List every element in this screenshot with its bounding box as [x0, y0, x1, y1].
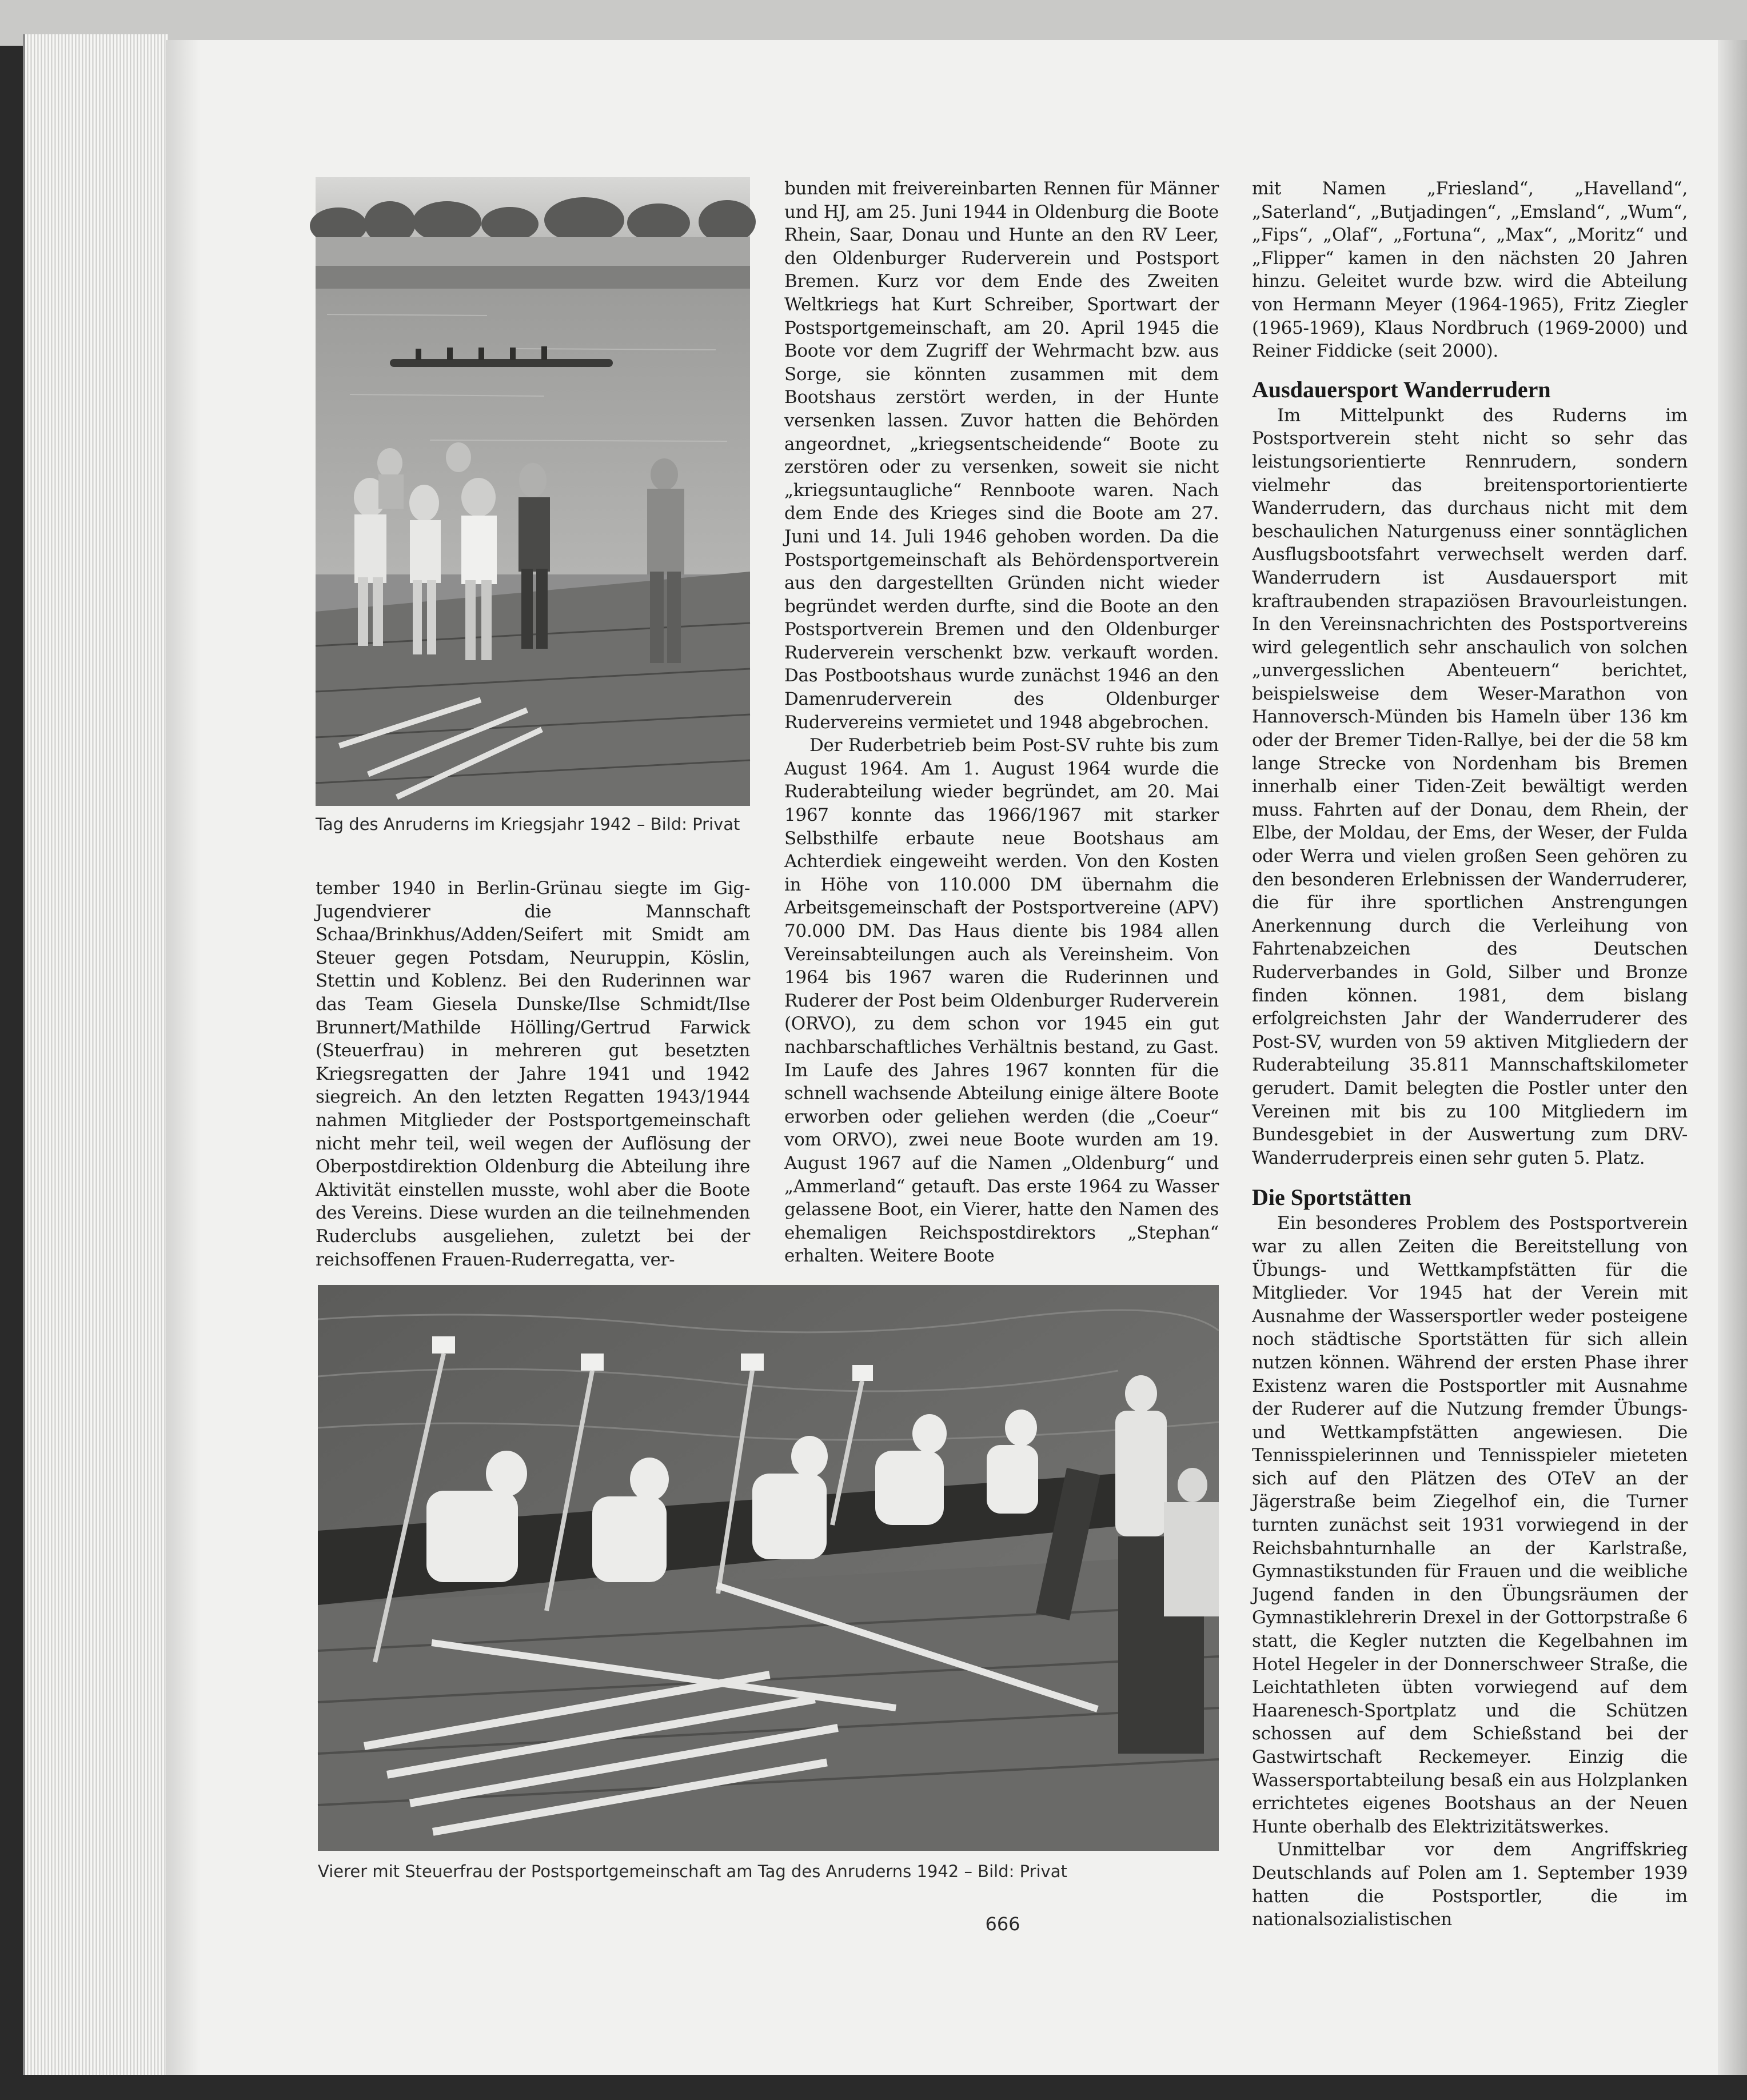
column-2-paragraph-2: Der Ruderbetrieb beim Post-SV ruhte bis zum August 1964. Am 1. August 1964 wurde die Ruderabteilung wieder begründet, am 20. Mai 1967 konnte das 1966/1967 mit starker Selbsthilfe erbaute neue Bootshaus am Achterdiek eingeweiht werden. Von den Kosten in Höhe von 110.000 DM übernahm die Arbeitsgemeinschaft der Postsportvereine (APV) 70.000 DM. Das Haus diente bis 1984 allen Vereinsabteilungen auch als Vereinsheim. Von 1964 bis 1967 waren die Ruderinnen und Ruderer der Post beim Oldenburger Ruderverein (ORVO), zu dem schon vor 1945 ein gut nachbarschaftliches Verhältnis bestand, zu Gast. Im Laufe des Jahres 1967 konnten für die schnell wachsende Abteilung einige ältere Boote erworben oder geliehen werden (die „Coeur“ vom ORVO), zwei neue Boote wurden am 19. August 1967 auf die Namen „Oldenburg“ und „Ammerland“ getauft. Das erste 1964 zu Wasser gelassene Boot, ein Vierer, hatte den Namen des ehemaligen Reichspostdirektors „Stephan“ erhalten. Weitere Boote	[784, 735, 1219, 1267]
column-2-text	[784, 177, 1219, 1267]
scan-background	[0, 0, 1747, 46]
photo-2-image	[318, 1285, 1219, 1851]
scan-bottom	[0, 2075, 1747, 2100]
photo-rowing-day-1942	[316, 177, 750, 806]
column-1-paragraph-1: tember 1940 in Berlin-Grünau siegte im Gig-Jugendvierer die Mannschaft Schaa/Brinkhus/Adden/Seifert mit Smidt am Steuer gegen Potsdam, Neuruppin, Köslin, Stettin und Koblenz. Bei den Ruderinnen war das Team Giesela Dunske/Ilse Schmidt/Ilse Brunnert/Mathilde Hölling/Gertrud Farwick (Steuerfrau) in mehreren gut besetzten Kriegsregatten der Jahre 1941 und 1942 siegreich. An den letzten Regatten 1943/1944 nahmen Mitglieder der Postsportgemeinschaft nicht mehr teil, weil wegen der Auflösung der Oberpostdirektion Oldenburg die Abteilung ihre Aktivität einstellen musste, wohl aber die Boote des Vereins. Diese wurden an die teilnehmenden Ruderclubs ausgeliehen, zuletzt bei der reichsoffenen Frauen-Ruderregatta, ver-	[316, 878, 750, 1270]
gutter-shadow	[166, 40, 200, 2075]
photo-vierer-1942	[318, 1285, 1219, 1851]
heading-wanderrudern: Ausdauersport Wanderrudern	[1252, 376, 1551, 402]
page-number: 666	[985, 1913, 1020, 1935]
photo-2-caption: Vierer mit Steuerfrau der Postsportgemeinschaft am Tag des Anruderns 1942 – Bild: Privat	[318, 1862, 1067, 1881]
photo-1-caption: Tag des Anruderns im Kriegsjahr 1942 – Bild: Privat	[316, 815, 740, 834]
book-page-edges	[23, 34, 168, 2075]
column-1-text	[316, 877, 750, 1270]
column-3-paragraph-1: mit Namen „Friesland“, „Havelland“, „Saterland“, „Butjadingen“, „Emsland“, „Wum“, „Fips“, „Olaf“, „Fortuna“, „Max“, „Moritz“ und „Flipper“ kamen in den nächsten 20 Jahren hinzu. Geleitet wurde bzw. wird die Abteilung von Hermann Meyer (1964-1965), Fritz Ziegler (1965-1969), Klaus Nordbruch (1969-2000) und Reiner Fiddicke (seit 2000).	[1252, 178, 1688, 362]
column-2-paragraph-1: bunden mit freivereinbarten Rennen für Männer und HJ, am 25. Juni 1944 in Oldenburg die Boote Rhein, Saar, Donau und Hunte an den RV Leer, den Oldenburger Ruderverein und Postsport Bremen. Kurz vor dem Ende des Zweiten Weltkriegs hat Kurt Schreiber, Sportwart der Postsportgemeinschaft, am 20. April 1945 die Boote vor dem Zugriff der Wehrmacht bzw. aus Sorge, sie könnten zusammen mit dem Bootshaus zerstört werden, in der Hunte versenken lassen. Zuvor hatten die Behörden angeordnet, „kriegsentscheidende“ Boote zu zerstören oder zu versenken, soweit sie nicht „kriegsuntaugliche“ Rennboote waren. Nach dem Ende des Krieges sind die Boote am 27. Juni und 14. Juli 1946 gehoben worden. Da die Postsportgemeinschaft als Behördensportverein aus den dargestellten Gründen nicht wieder begründet werden durfte, sind die Boote an den Postsportverein Bremen und den Oldenburger Ruderverein verschenkt bzw. verkauft worden. Das Postbootshaus wurde zunächst 1946 an den Damenruderverein des Oldenburger Rudervereins vermietet und 1948 abgebrochen.	[784, 178, 1219, 733]
column-3-text	[1252, 177, 1688, 1930]
heading-sportstaetten: Die Sportstätten	[1252, 1184, 1411, 1211]
column-3-paragraph-3: Ein besonderes Problem des Postsportverein war zu allen Zeiten die Bereitstellung von Übungs- und Wettkampfstätten für die Mitglieder. Vor 1945 hat der Verein mit Ausnahme der Wassersportler weder posteigene noch städtische Sportstätten für sich allein nutzen können. Während der ersten Phase ihrer Existenz waren die Postsportler mit Ausnahme der Ruderer auf die Nutzung fremder Übungs- und Wettkampfstätten angewiesen. Die Tennisspielerinnen und Tennisspieler mieteten sich auf den Plätzen des OTeV an der Jägerstraße beim Ziegelhof ein, die Turner turnten zunächst seit 1931 vorwiegend in der Reichsbahnturnhalle an der Karlstraße, Gymnastikstunden für Frauen und die weibliche Jugend fanden in den Übungsräumen der Gymnastiklehrerin Drexel in der Gottorpstraße 6 statt, die Kegler nutzten die Kegelbahnen im Hotel Hegeler in der Donnerschweer Straße, die Leichtathleten übten vorwiegend auf dem Haarenesch-Sportplatz und die Schützen schossen auf dem Schießstand bei der Gastwirtschaft Reckemeyer. Einzig die Wassersportabteilung besaß ein aus Holzplanken errichtetes eigenes Bootshaus an der Neuen Hunte oberhalb des Elektrizitätswerkes.	[1252, 1213, 1688, 1837]
photo-1-image	[316, 177, 750, 806]
page-right-edge	[1718, 40, 1747, 2075]
column-3-paragraph-4: Unmittelbar vor dem Angriffskrieg Deutschlands auf Polen am 1. September 1939 hatten die Postsportler, die im nationalsozialistischen	[1252, 1839, 1688, 1930]
column-3-paragraph-2: Im Mittelpunkt des Ruderns im Postsportverein steht nicht so sehr das leistungsorientierte Rennrudern, sondern vielmehr das breitensportorientierte Wanderrudern, das durchaus nicht mit dem beschaulichen Naturgenuss einer sonntäglichen Ausflugsbootsfahrt verwechselt werden darf. Wanderrudern ist Ausdauersport mit kraftraubenden strapaziösen Bravourleistungen. In den Vereinsnachrichten des Postsportvereins wird gelegentlich sehr anschaulich von solchen „unvergesslichen Abenteuern“ berichtet, beispielsweise dem Weser-Marathon von Hannoversch-Münden bis Hameln über 136 km oder der Bremer Tiden-Rallye, bei der die 58 km lange Strecke von Nordenham bis Bremen innerhalb einer Tiden-Zeit bewältigt werden muss. Fahrten auf der Donau, dem Rhein, der Elbe, der Moldau, der Ems, der Weser, der Fulda oder Werra und vielen großen Seen gehören zu den besonderen Erlebnissen der Wanderruderer, die für ihre sportlichen Anstrengungen Anerkennung durch die Verleihung von Fahrtenabzeichen des Deutschen Ruderverbandes in Gold, Silber und Bronze finden können. 1981, dem bislang erfolgreichsten Jahr der Wanderruderer des Post-SV, wurden von 59 aktiven Mitgliedern der Ruderabteilung 35.811 Mannschaftskilometer gerudert. Damit belegten die Postler unter den Vereinen mit bis zu 100 Mitgliedern im Bundesgebiet in der Auswertung zum DRV-Wanderruderpreis einen sehr guten 5. Platz.	[1252, 405, 1688, 1168]
